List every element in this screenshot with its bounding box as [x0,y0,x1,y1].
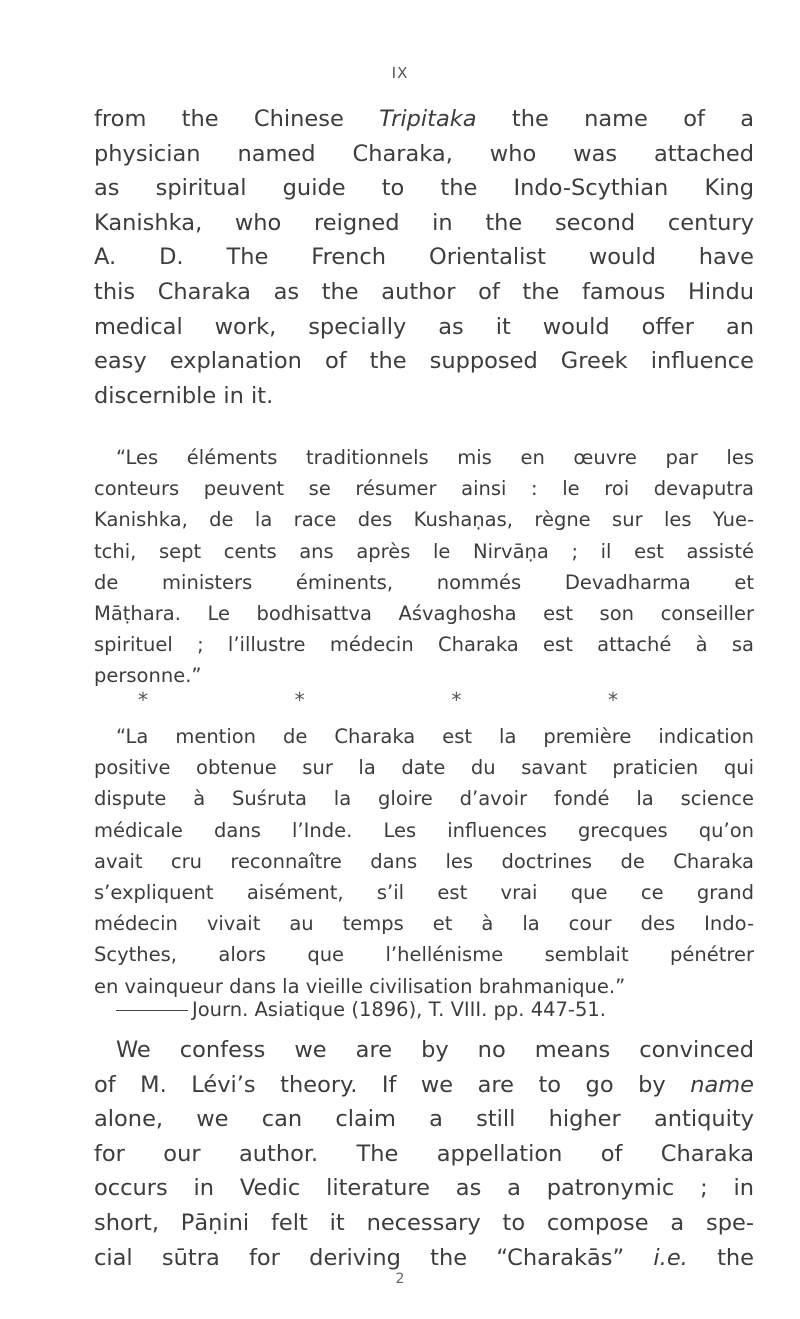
quote-line: “La mention de Charaka est la première indication [116,725,754,748]
page-number-top: IX [391,64,409,82]
quote-line: Māṭhara. Le bodhisattva Aśvaghosha est son conseiller [94,601,754,625]
quote-line: tchi, sept cents ans après le Nirvāṇa ; il est assisté [94,539,754,563]
star-glyph: * [138,688,148,712]
text-line: cial sūtra for deriving the “Charakās” i.e. the [94,1244,754,1271]
star-glyph: * [451,688,462,712]
quote-line: médecin vivait au temps et à la cour des Indo- [94,912,754,936]
text-line: alone, we can claim a still higher antiquity [94,1106,754,1133]
text-line: of M. Lévi’s theory. If we are to go by name [94,1071,754,1098]
citation-dash [116,1010,188,1011]
quote-line: Scythes, alors que l’hellénisme semblait pénétrer [94,943,754,967]
quote-line: de ministers éminents, nommés Devadharma et [94,570,754,594]
paragraph-intro [94,102,754,413]
text-line: Kanishka, who reigned in the second century [94,209,754,236]
star-glyph: * [607,688,618,712]
french-quote-2 [94,721,754,1002]
citation [116,998,606,1021]
french-quote-1 [94,442,754,692]
quote-line: dispute à Suśruta la gloire d’avoir fondé la science [94,787,754,811]
text-line: medical work, specially as it would offer an [94,313,754,340]
citation-text: Journ. Asiatique (1896), T. VIII. pp. 447-51. [192,998,606,1021]
text-line: from the Chinese Tripitaka the name of a [94,106,754,132]
text-line: for our author. The appellation of Charaka [94,1140,754,1167]
quote-line: médicale dans l’Inde. Les influences grecques qu’on [94,818,754,842]
section-separator-stars [138,688,618,712]
text-line: physician named Charaka, who was attached [94,140,754,167]
quote-line: conteurs peuvent se résumer ainsi : le roi devaputra [94,477,754,501]
text-line: A. D. The French Orientalist would have [94,244,754,271]
text-line: We confess we are by no means convinced [116,1037,754,1063]
quote-line: s’expliquent aisément, s’il est vrai que ce grand [94,880,754,904]
quote-line: Kanishka, de la race des Kushaṇas, règne sur les Yue- [94,508,754,532]
quote-line: positive obtenue sur la date du savant praticien qui [94,756,754,780]
quote-line: en vainqueur dans la vieille civilisation brahmanique.” [94,974,626,998]
quote-line: personne.” [94,664,202,688]
quote-line: “Les éléments traditionnels mis en œuvre par les [116,446,754,469]
page-number-bottom: 2 [395,1271,405,1287]
text-line: easy explanation of the supposed Greek influence [94,348,754,375]
paragraph-commentary [94,1033,754,1275]
star-glyph: * [294,688,305,712]
text-line: short, Pāṇini felt it necessary to compose a spe- [94,1209,754,1236]
quote-line: spirituel ; l’illustre médecin Charaka est attaché à sa [94,633,754,657]
text-line: as spiritual guide to the Indo-Scythian King [94,175,754,202]
text-line: this Charaka as the author of the famous Hindu [94,278,754,305]
text-line: occurs in Vedic literature as a patronymic ; in [94,1175,754,1202]
quote-line: avait cru reconnaître dans les doctrines de Charaka [94,849,754,873]
text-line: discernible in it. [94,382,274,409]
